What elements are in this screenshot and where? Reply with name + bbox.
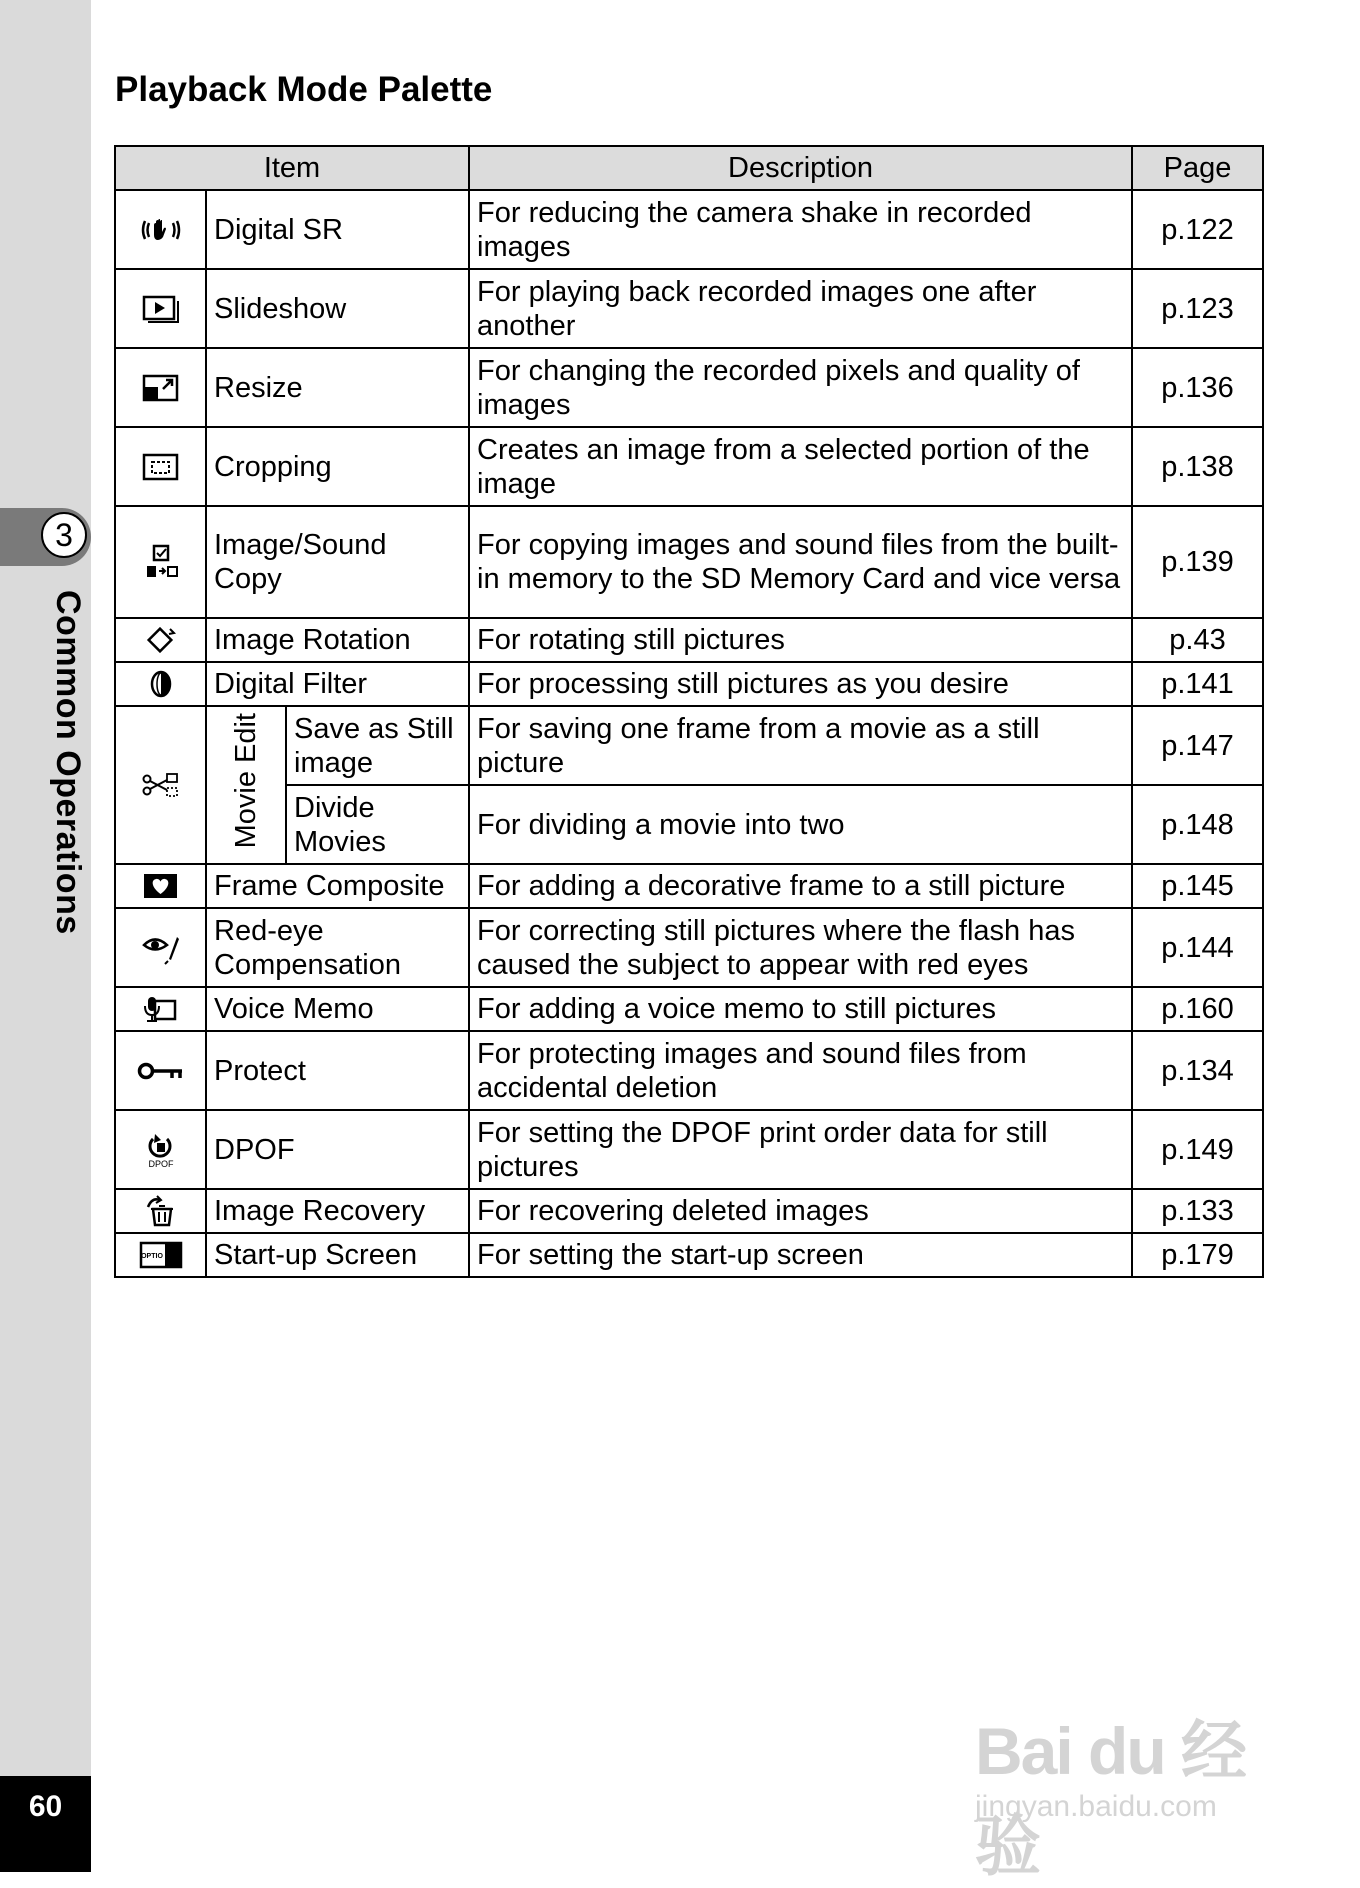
page-cell: p.133 xyxy=(1132,1189,1263,1233)
slideshow-icon xyxy=(115,269,206,348)
image-sound-copy-icon xyxy=(115,506,206,618)
item-cell: Image Rotation xyxy=(206,618,469,662)
description-cell: For setting the DPOF print order data for still pictures xyxy=(469,1110,1132,1189)
svg-text:DPOF: DPOF xyxy=(147,1158,174,1169)
table-row xyxy=(115,1110,1263,1189)
movie-edit-group-label: Movie Edit xyxy=(206,706,286,864)
table-header-row xyxy=(115,146,1263,190)
page-cell: p.144 xyxy=(1132,908,1263,987)
watermark-brand: Bai du 经验 xyxy=(975,1714,1246,1883)
chapter-title: Common Operations xyxy=(49,590,87,935)
digital-sr-icon xyxy=(115,190,206,269)
table-row xyxy=(115,269,1263,348)
table-row xyxy=(115,190,1263,269)
description-cell: For playing back recorded images one after another xyxy=(469,269,1132,348)
description-cell: For adding a voice memo to still pictures xyxy=(469,987,1132,1031)
description-cell: For reducing the camera shake in recorded images xyxy=(469,190,1132,269)
item-cell: Frame Composite xyxy=(206,864,469,908)
description-cell: For changing the recorded pixels and quality of images xyxy=(469,348,1132,427)
table-row xyxy=(115,1233,1263,1277)
item-cell: Divide Movies xyxy=(286,785,469,864)
item-cell: Image Recovery xyxy=(206,1189,469,1233)
item-cell: Protect xyxy=(206,1031,469,1110)
item-cell: Start-up Screen xyxy=(206,1233,469,1277)
description-cell: For recovering deleted images xyxy=(469,1189,1132,1233)
digital-filter-icon xyxy=(115,662,206,706)
page-cell: p.136 xyxy=(1132,348,1263,427)
page-cell: p.138 xyxy=(1132,427,1263,506)
frame-composite-icon xyxy=(115,864,206,908)
chapter-number: 3 xyxy=(41,512,87,558)
item-cell: Resize xyxy=(206,348,469,427)
item-cell: Image/Sound Copy xyxy=(206,506,469,618)
table-row xyxy=(115,1189,1263,1233)
svg-text:OPTIO: OPTIO xyxy=(140,1253,163,1260)
item-cell: Cropping xyxy=(206,427,469,506)
description-cell: For saving one frame from a movie as a still picture xyxy=(469,706,1132,785)
watermark xyxy=(975,1690,1295,1883)
page-cell: p.179 xyxy=(1132,1233,1263,1277)
startup-screen-icon xyxy=(115,1233,206,1277)
item-cell: DPOF xyxy=(206,1110,469,1189)
sidebar xyxy=(0,0,91,1872)
item-cell: Digital SR xyxy=(206,190,469,269)
red-eye-icon xyxy=(115,908,206,987)
page-cell: p.43 xyxy=(1132,618,1263,662)
description-cell: For adding a decorative frame to a still picture xyxy=(469,864,1132,908)
cropping-icon xyxy=(115,427,206,506)
page-cell: p.145 xyxy=(1132,864,1263,908)
item-cell: Digital Filter xyxy=(206,662,469,706)
description-cell: For rotating still pictures xyxy=(469,618,1132,662)
page-cell: p.148 xyxy=(1132,785,1263,864)
page-cell: p.139 xyxy=(1132,506,1263,618)
table-row xyxy=(115,908,1263,987)
item-cell: Save as Still image xyxy=(286,706,469,785)
description-cell: For correcting still pictures where the flash has caused the subject to appear with red eyes xyxy=(469,908,1132,987)
page-title: Playback Mode Palette xyxy=(115,70,493,109)
watermark-url: jingyan.baidu.com xyxy=(975,1790,1217,1823)
table-row xyxy=(115,506,1263,618)
table-row xyxy=(115,864,1263,908)
table-row xyxy=(115,348,1263,427)
item-cell: Red-eye Compensation xyxy=(206,908,469,987)
description-cell: For copying images and sound files from the built-in memory to the SD Memory Card and vice versa xyxy=(469,506,1132,618)
description-cell: Creates an image from a selected portion of the image xyxy=(469,427,1132,506)
dpof-icon xyxy=(115,1110,206,1189)
header-description: Description xyxy=(469,146,1132,190)
table-row xyxy=(115,618,1263,662)
page-cell: p.122 xyxy=(1132,190,1263,269)
page-number: 60 xyxy=(28,1790,63,1823)
page-cell: p.123 xyxy=(1132,269,1263,348)
scissors-icon xyxy=(115,706,206,864)
table-row xyxy=(115,1031,1263,1110)
item-cell: Slideshow xyxy=(206,269,469,348)
header-item: Item xyxy=(115,146,469,190)
description-cell: For processing still pictures as you desire xyxy=(469,662,1132,706)
resize-icon xyxy=(115,348,206,427)
page-cell: p.149 xyxy=(1132,1110,1263,1189)
image-rotation-icon xyxy=(115,618,206,662)
description-cell: For dividing a movie into two xyxy=(469,785,1132,864)
voice-memo-icon xyxy=(115,987,206,1031)
description-cell: For setting the start-up screen xyxy=(469,1233,1132,1277)
table-row xyxy=(115,785,1263,864)
playback-palette-table xyxy=(114,145,1264,1278)
protect-key-icon xyxy=(115,1031,206,1110)
page-cell: p.147 xyxy=(1132,706,1263,785)
page-cell: p.134 xyxy=(1132,1031,1263,1110)
table-row xyxy=(115,427,1263,506)
page-cell: p.141 xyxy=(1132,662,1263,706)
page-cell: p.160 xyxy=(1132,987,1263,1031)
table-row xyxy=(115,706,1263,785)
item-cell: Voice Memo xyxy=(206,987,469,1031)
header-page: Page xyxy=(1132,146,1263,190)
description-cell: For protecting images and sound files from accidental deletion xyxy=(469,1031,1132,1110)
table-row xyxy=(115,987,1263,1031)
image-recovery-icon xyxy=(115,1189,206,1233)
table-row xyxy=(115,662,1263,706)
